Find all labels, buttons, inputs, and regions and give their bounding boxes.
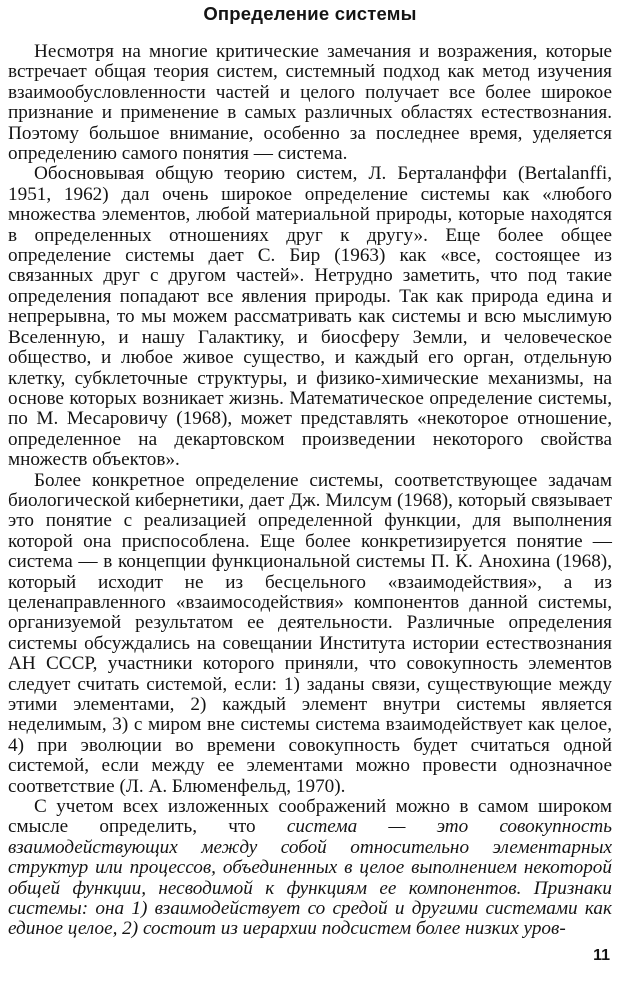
paragraph-4 [8, 797, 612, 940]
paragraph-2 [8, 164, 612, 470]
paragraph-3-text: Более конкретное определение системы, соответствующее задачам биологической кибернетики, дает Дж. Милсум (1968), который связывает это понятие с реализацией определенной функции, для выполнения которой она приспособлена. Еще более конкретизируется понятие — система — в концепции функциональной системы П. К. Анохина (1968), который исходит не из бесцельного «взаимодействия», а из целенаправленного «взаимосодействия» компонентов данной системы, организуемой результатом ее деятельности. Различные определения системы обсуждались на совещании Института истории естествознания АН СССР, участники которого приняли, что совокупность элементов следует считать системой, если: 1) заданы связи, существующие между этими элементами, 2) каждый элемент внутри системы является неделимым, 3) с миром вне системы система взаимодействует как целое, 4) при эволюции во времени совокупность будет считаться одной системой, если между ее элементами можно провести однозначное соответствие (Л. А. Блюменфельд, 1970). [8, 469, 612, 797]
book-page [8, 0, 612, 985]
paragraph-4-text: С учетом всех изложенных соображений можно в самом широком смысле определить, что [8, 796, 612, 838]
paragraph-1-text: Несмотря на многие критические замечания и возражения, которые встречает общая теория систем, системный подход как метод изучения взаимообусловленности частей и целого получает все более широкое признание и применение в самых различных областях естествознания. Поэтому большое внимание, особенно за последнее время, уделяется определению самого понятия — системa. [8, 41, 612, 165]
page-number: 11 [593, 947, 610, 964]
system-definition-italic: система — это совокупность взаимодействующих между собой относительно элементарных структур или процессов, объединенных в целое выполнением некоторой общей функции, несводимой к функциям ее компонентов. Признаки системы: она 1) взаимодействует со средой и другими системами как единое целое, 2) состоит из иерархии подсистем более низких уров- [8, 816, 612, 940]
paragraph-1 [8, 42, 612, 164]
section-heading: Определение системы [203, 3, 417, 24]
body-text [8, 42, 612, 940]
paragraph-2-text: Обосновывая общую теорию систем, Л. Берталанффи (Bertalanffi, 1951, 1962) дал очень широкое определение системы как «любого множества элементов, любой материальной природы, которые находятся в определенных отношениях друг к другу». Еще более общее определение системы дает С. Бир (1963) как «все, состоящее из связанных друг с другом частей». Нетрудно заметить, что под такие определения попадают все явления природы. Так как природа едина и непрерывна, то мы можем рассматривать как системы и всю мыслимую Вселенную, и нашу Галактику, и биосферу Земли, и человеческое общество, и любое живое существо, и каждый его орган, отдельную клетку, субклеточные структуры, и физико-химические механизмы, на основе которых возникает жизнь. Математическое определение системы, по М. Месаровичу (1968), может представлять «некоторое отношение, определенное на декартовском произведении некоторого свойства множеств объектов». [8, 163, 612, 471]
paragraph-3 [8, 471, 612, 798]
